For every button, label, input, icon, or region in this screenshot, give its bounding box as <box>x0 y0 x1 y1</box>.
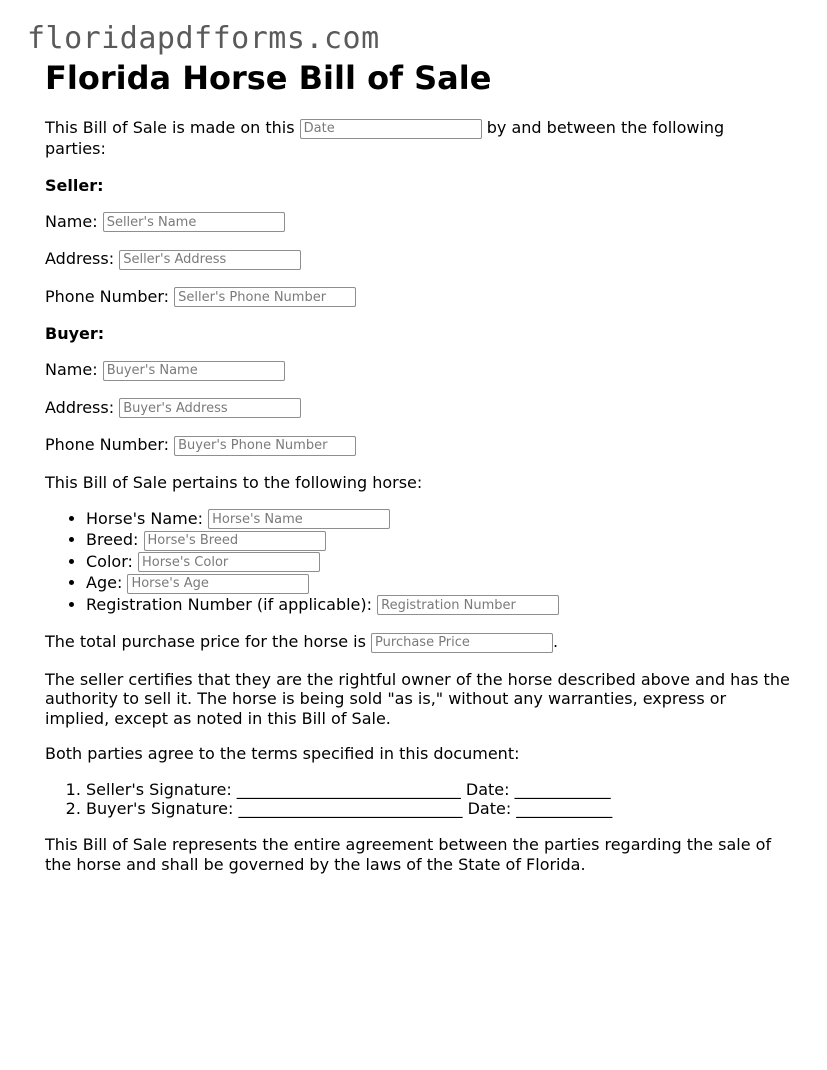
buyer-name-label: Name: <box>45 360 98 379</box>
agreement-paragraph: Both parties agree to the terms specified in this document: <box>45 744 520 763</box>
buyer-phone-field[interactable] <box>174 436 356 456</box>
seller-address-label: Address: <box>45 249 115 268</box>
date-field[interactable] <box>300 119 482 139</box>
intro-text-after: by and between the following parties: <box>45 118 725 158</box>
horse-registration-item <box>86 594 790 616</box>
horse-registration-label: Registration Number (if applicable): <box>86 594 373 614</box>
purchase-price-field[interactable] <box>371 633 553 653</box>
closing-paragraph: This Bill of Sale represents the entire agreement between the parties regarding the sale of the horse and shall be governed by the laws of the State of Florida. <box>45 835 772 874</box>
horse-age-item <box>86 572 790 594</box>
seller-name-label: Name: <box>45 211 98 231</box>
horse-registration-field[interactable] <box>377 595 559 615</box>
seller-signature-line: 1. Seller's Signature: ____________________________ Date: ____________ <box>86 780 790 799</box>
horse-age-label: Age: <box>86 573 123 592</box>
buyer-heading: Buyer: <box>45 324 105 343</box>
horse-color-field[interactable] <box>138 552 320 572</box>
horse-color-label: Color: <box>86 551 133 571</box>
horse-age-field[interactable] <box>127 574 309 594</box>
horse-name-field[interactable] <box>208 509 390 529</box>
buyer-phone-label: Phone Number: <box>45 435 170 454</box>
signature-list <box>45 780 790 818</box>
page-title: Florida Horse Bill of Sale <box>45 59 492 97</box>
seller-heading: Seller: <box>45 175 104 195</box>
horse-breed-item <box>86 529 790 551</box>
seller-phone-label: Phone Number: <box>45 286 170 306</box>
horse-name-label: Horse's Name: <box>86 508 203 528</box>
buyer-address-field[interactable] <box>119 398 301 418</box>
price-row <box>45 632 790 653</box>
price-text-before: The total purchase price for the horse is <box>45 632 366 651</box>
intro-paragraph <box>45 118 790 159</box>
buyer-signature-line: 2. Buyer's Signature: ____________________________ Date: ____________ <box>86 799 790 818</box>
horse-color-item <box>86 551 790 573</box>
horse-breed-label: Breed: <box>86 530 139 549</box>
horse-details-list <box>45 508 790 616</box>
seller-name-field[interactable] <box>103 212 285 232</box>
intro-text-before: This Bill of Sale is made on this <box>45 118 295 137</box>
seller-address-field[interactable] <box>119 250 301 270</box>
price-text-after: . <box>553 632 559 651</box>
buyer-phone-row <box>45 435 790 456</box>
seller-phone-field[interactable] <box>174 287 356 307</box>
horse-breed-field[interactable] <box>144 531 326 551</box>
site-watermark: floridapdfforms.com <box>27 21 380 56</box>
seller-address-row <box>45 249 790 270</box>
horse-name-item <box>86 508 790 530</box>
buyer-name-field[interactable] <box>103 361 285 381</box>
certification-paragraph: The seller certifies that they are the rightful owner of the horse described above and has the authority to sell it. The horse is being sold "as is," without any warranties, express or implied, except as noted in this Bill of Sale. <box>45 669 790 728</box>
bill-of-sale-form <box>45 58 790 874</box>
buyer-address-label: Address: <box>45 397 115 417</box>
seller-name-row <box>45 212 790 233</box>
buyer-name-row <box>45 360 790 381</box>
horse-intro: This Bill of Sale pertains to the following horse: <box>45 472 423 492</box>
seller-phone-row <box>45 287 790 308</box>
buyer-address-row <box>45 398 790 419</box>
